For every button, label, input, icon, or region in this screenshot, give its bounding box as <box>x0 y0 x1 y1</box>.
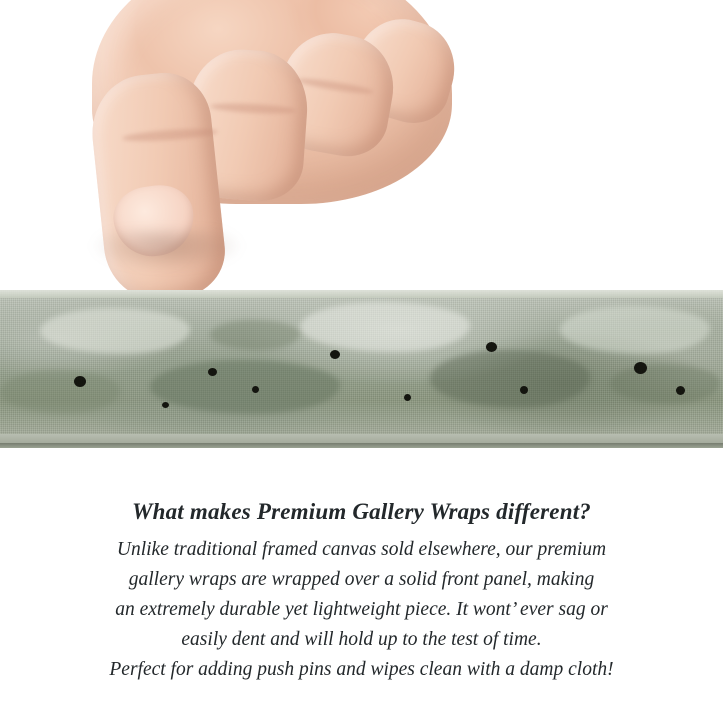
caption-line: an extremely durable yet lightweight piece. It wont’ ever sag or <box>115 599 608 620</box>
canvas-speck <box>252 386 259 393</box>
canvas-speck <box>208 368 217 376</box>
canvas-texture-patch <box>560 306 710 354</box>
canvas-speck <box>486 342 497 352</box>
canvas-speck <box>676 386 685 395</box>
canvas-texture-patch <box>210 320 300 350</box>
canvas-speck <box>634 362 647 374</box>
canvas-speck <box>520 386 528 394</box>
canvas-speck <box>404 394 411 401</box>
caption-line: Unlike traditional framed canvas sold elsewhere, our premium <box>116 539 607 560</box>
finger-shadow <box>92 230 242 270</box>
caption-line: gallery wraps are wrapped over a solid front panel, making <box>128 569 595 590</box>
canvas-wrap-edge <box>0 290 723 448</box>
caption-block <box>0 495 723 685</box>
caption-line: easily dent and will hold up to the test of time. <box>181 629 542 650</box>
canvas-texture-patch <box>40 308 190 354</box>
canvas-texture-patch <box>0 370 120 414</box>
caption-line: Perfect for adding push pins and wipes clean with a damp cloth! <box>109 659 614 680</box>
canvas-speck <box>330 350 340 359</box>
canvas-drop-shadow <box>0 443 723 448</box>
canvas-top-edge <box>0 290 723 298</box>
canvas-texture-patch <box>430 350 590 408</box>
hand-illustration <box>92 0 462 304</box>
canvas-texture-patch <box>150 360 340 414</box>
caption-body <box>0 535 723 685</box>
canvas-texture-patch <box>300 302 470 352</box>
canvas-texture-patch <box>610 364 720 404</box>
caption-heading: What makes Premium Gallery Wraps different? <box>131 499 592 524</box>
canvas-speck <box>74 376 86 387</box>
canvas-speck <box>162 402 169 408</box>
